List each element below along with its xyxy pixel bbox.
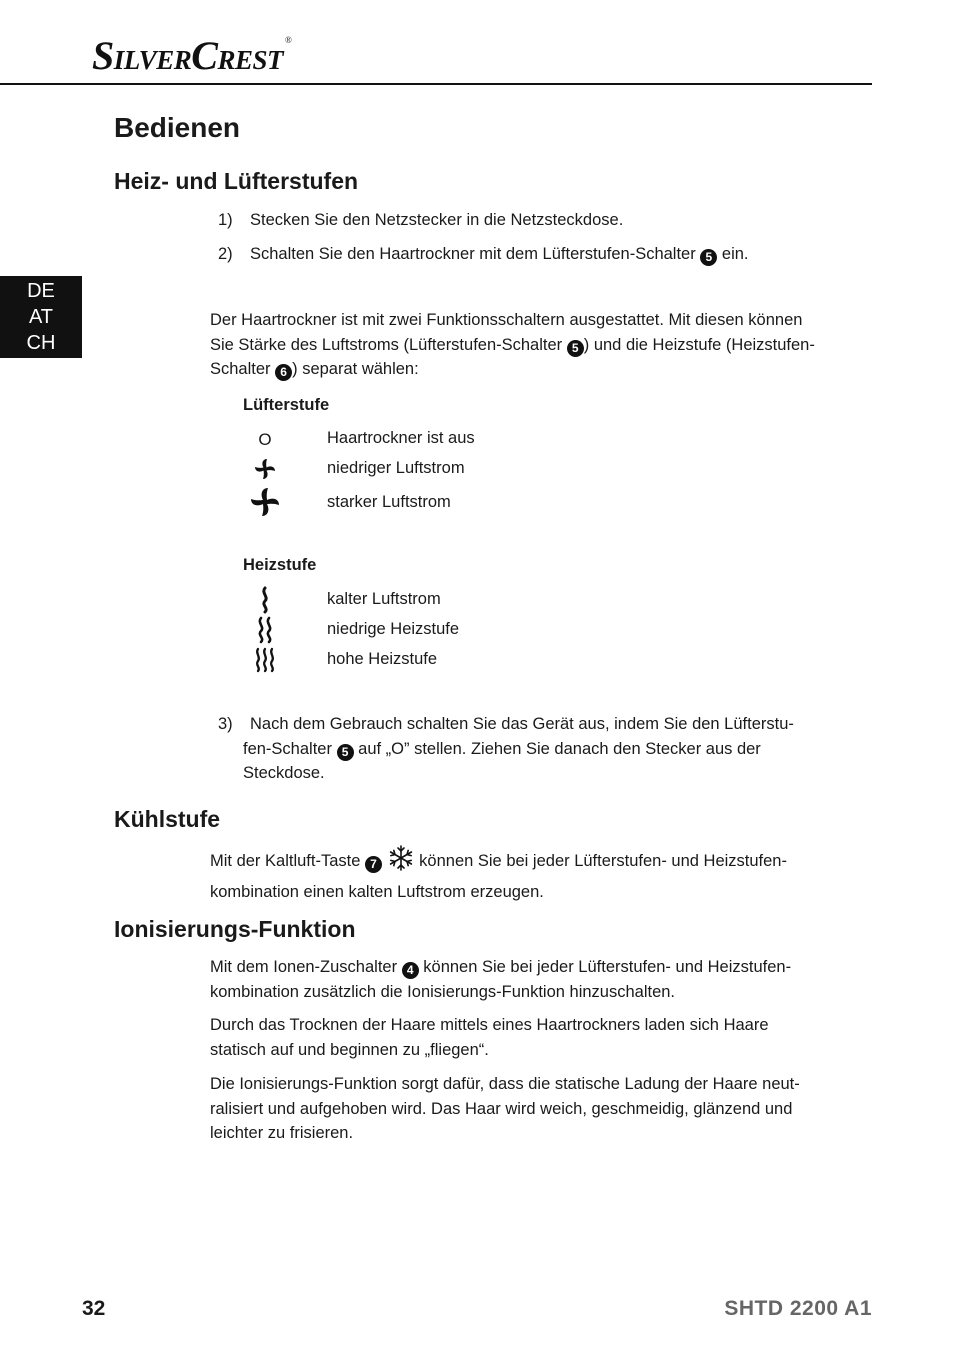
lang-de: DE	[27, 280, 55, 302]
page-title: Bedienen	[114, 112, 241, 143]
ion-paragraph-1: Mit dem Ionen-Zuschalter 4 können Sie bei jeder Lüfterstufen- und Heizstufen- kombination zusätzlich die Ionisierungs-Funktion hinzuschalten.	[210, 958, 792, 1001]
badge-7: 7	[365, 856, 382, 873]
fan-item-off: Haartrockner ist aus	[327, 429, 475, 447]
heat-wave-3-icon	[248, 645, 282, 675]
badge-5: 5	[700, 249, 717, 266]
fan-item-high: starker Luftstrom	[327, 493, 451, 511]
heading-ion: Ionisierungs-Funktion	[114, 916, 356, 942]
fan-item-low: niedriger Luftstrom	[327, 459, 465, 477]
badge-5: 5	[567, 340, 584, 357]
fan-icon-small	[248, 454, 282, 484]
intro-paragraph: Der Haartrockner ist mit zwei Funktionsschaltern ausgestattet. Mit diesen können Sie Stärke des Luftstroms (Lüfterstufen-Schalter 5 ) und die Heizstufe (Heizstufen- Schalter 6 ) separat wählen:	[210, 311, 815, 379]
snowflake-icon	[387, 844, 415, 880]
heat-item-cold: kalter Luftstrom	[327, 590, 441, 608]
fan-icon-large	[248, 485, 282, 519]
language-tab	[0, 276, 82, 358]
lang-ch: CH	[26, 332, 56, 354]
heat-wave-1-icon	[248, 585, 282, 615]
page-number: 32	[82, 1297, 106, 1320]
heat-level-title: Heizstufe	[243, 556, 317, 574]
ion-paragraph-3: Die Ionisierungs-Funktion sorgt dafür, dass die statische Ladung der Haare neut- ralisiert und aufgehoben wird. Das Haar wird weich, geschmeidig, glänzend und leichter zu frisieren.	[210, 1075, 800, 1142]
badge-6: 6	[275, 364, 292, 381]
fan-speed-title: Lüfterstufe	[243, 396, 330, 414]
heat-item-high: hohe Heizstufe	[327, 650, 438, 668]
model-number: SHTD 2200 A1	[724, 1297, 872, 1320]
heading-cool: Kühlstufe	[114, 806, 221, 832]
step-1: 1) Stecken Sie den Netzstecker in die Netzsteckdose.	[218, 211, 624, 229]
heat-wave-2-icon	[248, 615, 282, 645]
header-divider	[0, 83, 872, 85]
heat-item-low: niedrige Heizstufe	[327, 620, 460, 638]
badge-5: 5	[337, 744, 354, 761]
step-3: 3) Nach dem Gebrauch schalten Sie das Gerät aus, indem Sie den Lüfterstu- fen-Schalter 5 auf „O” stellen. Ziehen Sie danach den Stecker aus der Steckdose.	[218, 715, 794, 782]
cool-paragraph: Mit der Kaltluft-Taste 7 können Sie bei jeder Lüfterstufen- und Heizstufen- kombination einen kalten Luftstrom erzeugen.	[210, 844, 850, 904]
badge-4: 4	[402, 962, 419, 979]
lang-at: AT	[28, 306, 54, 328]
ion-paragraph-2: Durch das Trocknen der Haare mittels eines Haartrockners laden sich Haare statisch auf und beginnen zu „fliegen“.	[210, 1016, 769, 1059]
fan-off-symbol: O	[258, 430, 272, 449]
step-2: 2) Schalten Sie den Haartrockner mit dem Lüfterstufen-Schalter 5 ein.	[218, 245, 749, 264]
brand-logo: SILVERCREST®	[92, 33, 292, 78]
heading-heat-fan: Heiz- und Lüfterstufen	[114, 168, 359, 194]
